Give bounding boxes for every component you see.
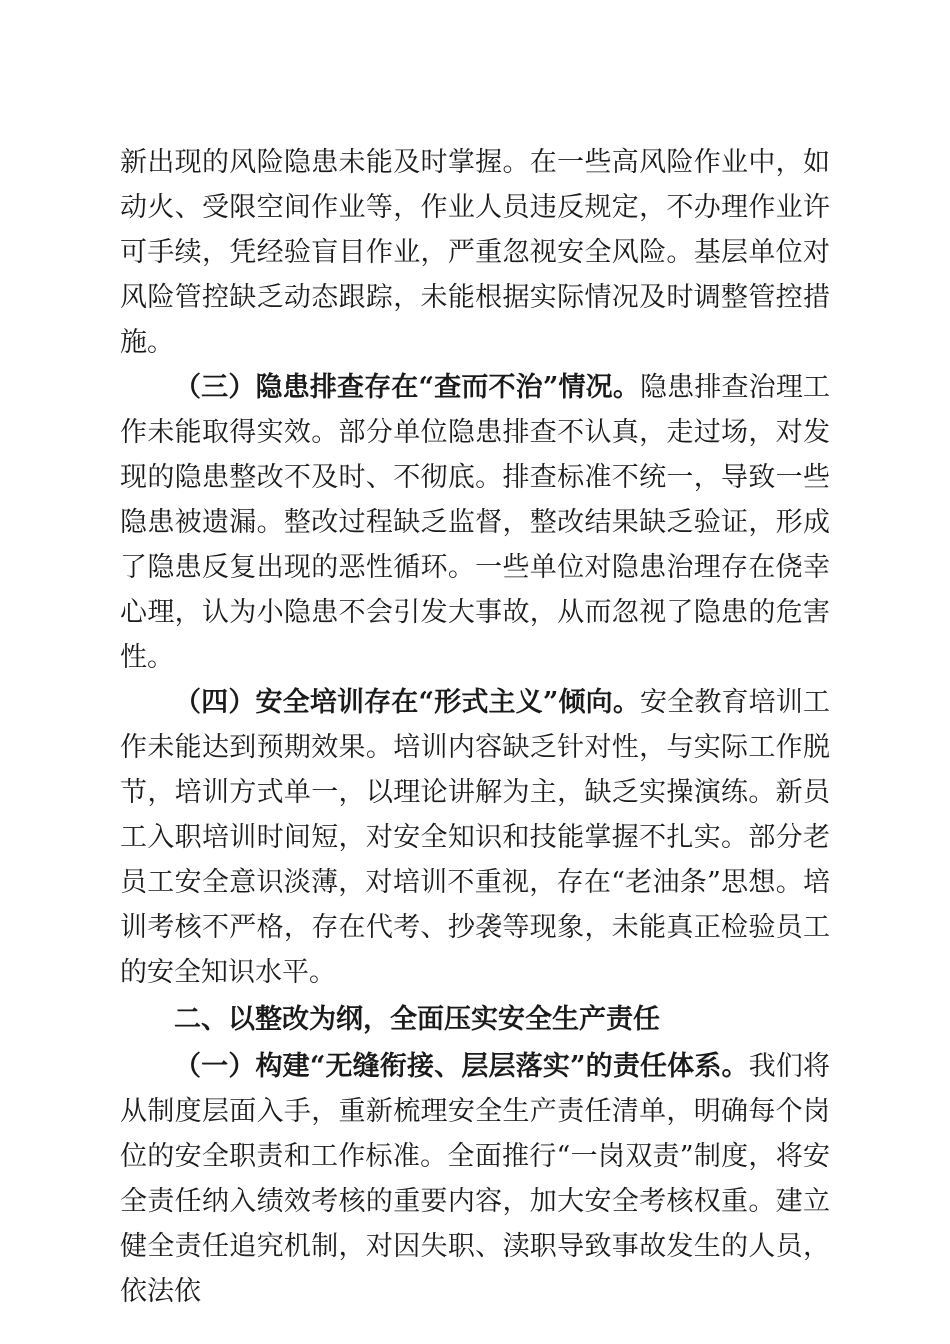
subheading-responsibility-system: （一）构建“无缝衔接、层层落实”的责任体系。 bbox=[174, 1051, 749, 1082]
paragraph-hazard-inspection bbox=[120, 365, 830, 680]
subheading-hazard-inspection: （三）隐患排查存在“查而不治”情况。 bbox=[174, 372, 641, 403]
subheading-safety-training: （四）安全培训存在“形式主义”倾向。 bbox=[174, 687, 641, 718]
paragraph-safety-training bbox=[120, 680, 830, 995]
paragraph-hazard-inspection-body: 隐患排查治理工作未能取得实效。部分单位隐患排查不认真，走过场，对发现的隐患整改不及时、不彻底。排查标准不统一，导致一些隐患被遗漏。整改过程缺乏监督，整改结果缺乏验证，形成了隐患反复出现的恶性循环。一些单位对隐患治理存在侥幸心理，认为小隐患不会引发大事故，从而忽视了隐患的危害性。 bbox=[120, 372, 830, 673]
section-heading-responsibility: 二、以整改为纲，全面压实安全生产责任 bbox=[174, 1004, 660, 1035]
paragraph-risk-control: 新出现的风险隐患未能及时掌握。在一些高风险作业中，如动火、受限空间作业等，作业人员违反规定，不办理作业许可手续，凭经验盲目作业，严重忽视安全风险。基层单位对风险管控缺乏动态跟踪，未能根据实际情况及时调整管控措施。 bbox=[120, 147, 830, 358]
document-page bbox=[120, 140, 830, 1314]
paragraph-responsibility-system-body: 我们将从制度层面入手，重新梳理安全生产责任清单，明确每个岗位的安全职责和工作标准。全面推行“一岗双责”制度，将安全责任纳入绩效考核的重要内容，加大安全考核权重。建立健全责任追究机制，对因失职、渎职导致事故发生的人员，依法依 bbox=[120, 1051, 830, 1307]
paragraph-safety-training-body: 安全教育培训工作未能达到预期效果。培训内容缺乏针对性，与实际工作脱节，培训方式单一，以理论讲解为主，缺乏实操演练。新员工入职培训时间短，对安全知识和技能掌握不扎实。部分老员工安全意识淡薄，对培训不重视，存在“老油条”思想。培训考核不严格，存在代考、抄袭等现象，未能真正检验员工的安全知识水平。 bbox=[120, 687, 830, 988]
paragraph-responsibility-system bbox=[120, 1044, 830, 1314]
